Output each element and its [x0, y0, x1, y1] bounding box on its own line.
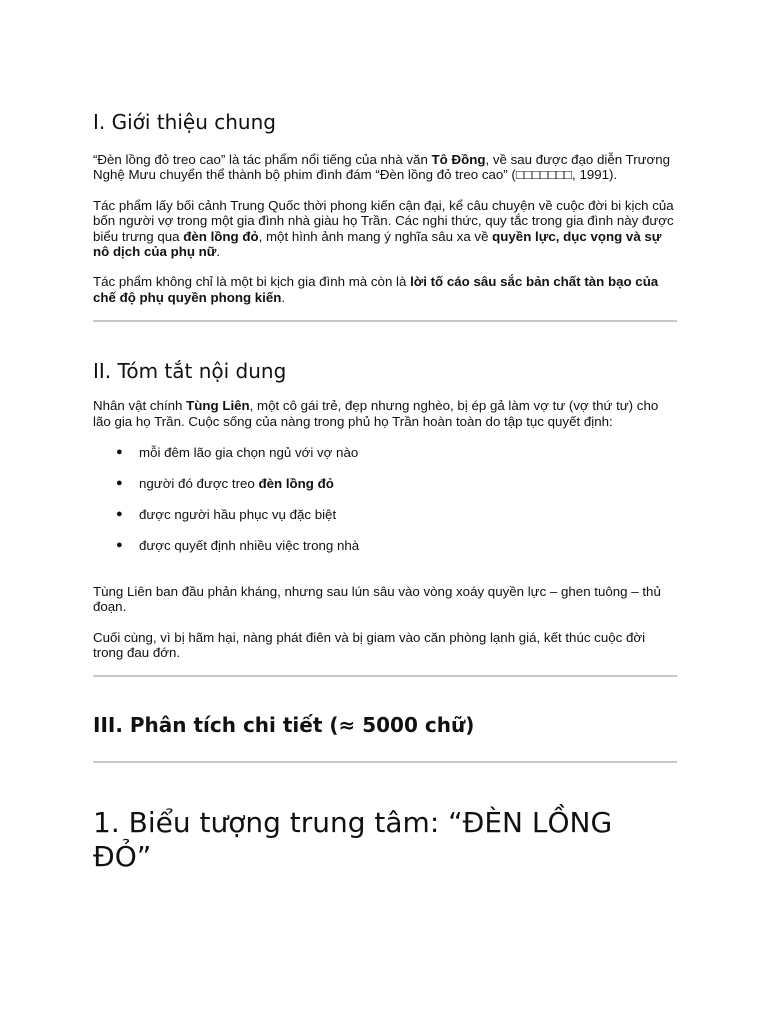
text-span: Tác phẩm lấy bối cảnh Trung Quốc thời phong kiến cận đại, kể câu chuyện về cuộc đời bi kịch của bốn người vợ trong một gia đình nhà giàu họ Trần. Các nghi thức, quy tắc trong gia đình này được biểu trưng qua [93, 197, 674, 244]
heading-introduction: I. Giới thiệu chung [93, 110, 276, 134]
bold-lantern: đèn lồng đỏ [258, 475, 334, 491]
custom-list [93, 445, 677, 553]
list-item [93, 476, 677, 491]
heading-central-symbol: 1. Biểu tượng trung tâm: “ĐÈN LỒNG ĐỎ” [93, 806, 613, 874]
summary-paragraph-2: Tùng Liên ban đầu phản kháng, nhưng sau lún sâu vào vòng xoáy quyền lực – ghen tuông – thủ đoạn. [93, 583, 661, 615]
text-span: Nhân vật chính [93, 398, 187, 414]
bullet-icon: ● [116, 507, 123, 520]
summary-paragraph-3: Cuối cùng, vì bị hãm hại, nàng phát điên và bị giam vào căn phòng lạnh giá, kết thúc cuộc đời trong đau đớn. [93, 629, 646, 660]
list-item-text: người đó được treo [139, 475, 259, 491]
list-item [93, 507, 677, 522]
character-name: Tùng Liên [186, 398, 250, 414]
list-item [93, 538, 677, 553]
summary-paragraph-1 [93, 398, 677, 429]
text-span: , một hình ảnh mang ý nghĩa sâu xa về [258, 228, 493, 244]
list-item [93, 445, 677, 460]
text-span: . [216, 244, 221, 260]
heading-summary: II. Tóm tắt nội dung [93, 359, 287, 384]
heading-analysis: III. Phân tích chi tiết (≈ 5000 chữ) [93, 713, 475, 738]
text-span: , một cô gái trẻ, đẹp nhưng nghèo, bị ép gả làm vợ tư (vợ thứ tư) cho lão gia họ Trần. Cuộc sống của nàng trong phủ họ Trần hoàn toàn do tập tục quyết định: [93, 398, 659, 429]
text-span: , về sau được đạo diễn Trương Nghệ Mưu chuyển thể thành bộ phim đình đám “Đèn lồng đỏ treo cao” (□□□□□□□, 1991). [93, 152, 671, 183]
text-span: Tác phẩm không chỉ là một bi kịch gia đình mà còn là [93, 274, 411, 290]
bullet-icon: ● [116, 446, 123, 459]
text-span: . [281, 289, 286, 305]
bullet-icon: ● [116, 476, 123, 489]
intro-paragraph-3 [93, 274, 677, 305]
bullet-icon: ● [116, 538, 123, 551]
author-name: Tô Đồng [431, 152, 486, 167]
list-item-text: được quyết định nhiều việc trong nhà [139, 537, 360, 553]
intro-paragraph-1 [93, 152, 677, 183]
list-item-text: mỗi đêm lão gia chọn ngủ với vợ nào [139, 445, 359, 461]
list-item-text: được người hầu phục vụ đặc biệt [139, 506, 337, 522]
bold-lantern: đèn lồng đỏ [183, 228, 259, 244]
bold-denunciation: lời tố cáo sâu sắc bản chất tàn bạo của chế độ phụ quyền phong kiến [93, 274, 659, 305]
bold-theme: quyền lực, dục vọng và sự nô dịch của phụ nữ [93, 228, 662, 260]
text-span: “Đèn lồng đỏ treo cao” là tác phẩm nổi tiếng của nhà văn [93, 152, 432, 167]
document-content [93, 108, 677, 874]
intro-paragraph-2 [93, 198, 677, 260]
